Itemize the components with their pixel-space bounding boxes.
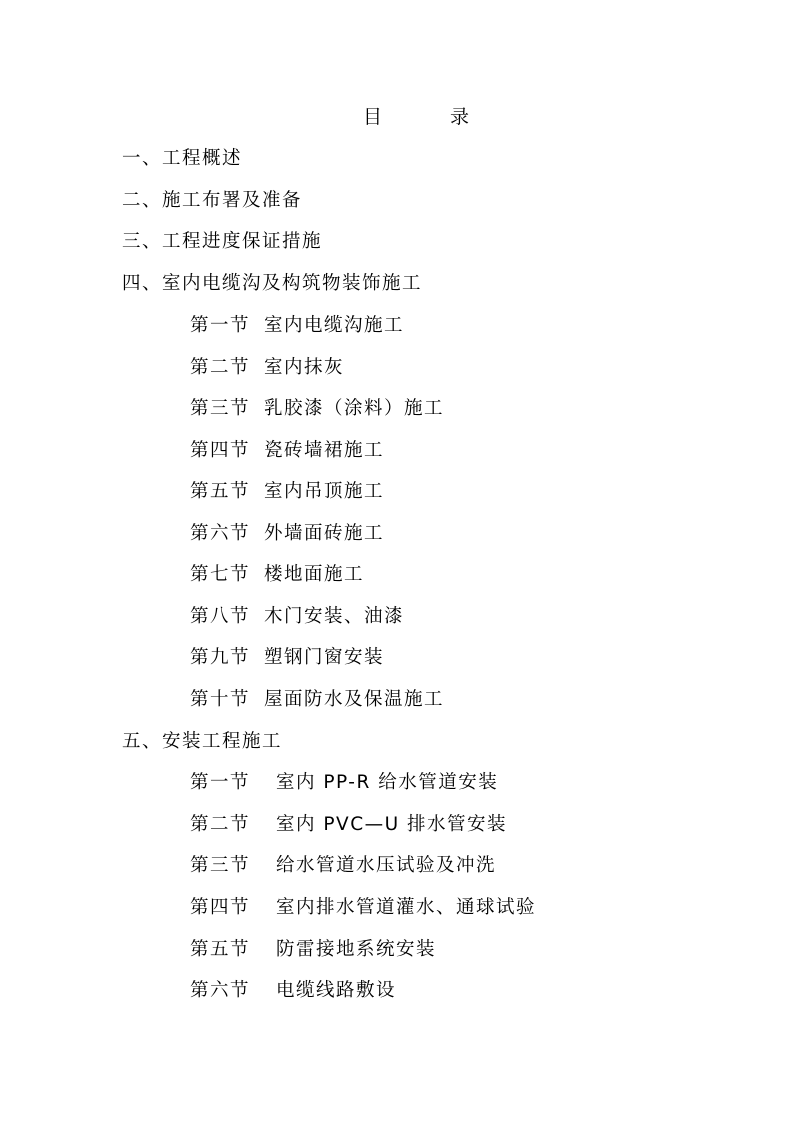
section-number: 第三节 [190, 398, 251, 419]
section-title: 室内电缆沟施工 [264, 315, 405, 336]
toc-chapter-3: 三、工程进度保证措施 [122, 231, 323, 252]
section-title: 瓷砖墙裙施工 [264, 440, 385, 461]
section-number: 第五节 [190, 481, 251, 502]
section-title: 塑钢门窗安装 [264, 647, 385, 668]
section-title: 楼地面施工 [264, 564, 365, 585]
section-title: 乳胶漆（涂料）施工 [264, 398, 445, 419]
section-number: 第二节 [190, 814, 251, 835]
toc-section [190, 813, 507, 837]
section-title: 室内排水管道灌水、通球试验 [276, 897, 537, 918]
section-title: 外墙面砖施工 [264, 523, 385, 544]
section-number: 第四节 [190, 897, 251, 918]
toc-heading-char-2: 录 [450, 106, 470, 128]
toc-section [190, 480, 384, 504]
toc-section [190, 938, 436, 962]
toc-section [190, 854, 496, 878]
toc-section [190, 356, 344, 380]
toc-section [190, 397, 444, 421]
section-title: 防雷接地系统安装 [276, 939, 437, 960]
section-number: 第四节 [190, 440, 251, 461]
toc-chapter-5: 五、安装工程施工 [122, 731, 283, 752]
section-title: 室内吊顶施工 [264, 481, 385, 502]
section-number: 第十节 [190, 689, 251, 710]
toc-chapter-2: 二、施工布署及准备 [122, 190, 303, 211]
toc-section [190, 314, 404, 338]
section-number: 第六节 [190, 523, 251, 544]
toc-section [190, 979, 396, 1003]
toc-heading-char-1: 目 [363, 106, 383, 128]
toc-section [190, 688, 444, 712]
toc-section [190, 605, 404, 629]
section-number: 第七节 [190, 564, 251, 585]
toc-section [190, 646, 384, 670]
toc-section [190, 563, 364, 587]
section-title: 电缆线路敷设 [276, 980, 397, 1001]
toc-section [190, 896, 536, 920]
section-number: 第六节 [190, 980, 251, 1001]
section-number: 第二节 [190, 357, 251, 378]
toc-section [190, 522, 384, 546]
toc-section [190, 771, 498, 795]
section-title: 给水管道水压试验及冲洗 [276, 855, 497, 876]
section-title: 屋面防水及保温施工 [264, 689, 445, 710]
toc-chapter-1: 一、工程概述 [122, 148, 243, 169]
section-title: 室内抹灰 [264, 357, 345, 378]
section-number: 第八节 [190, 606, 251, 627]
section-number: 第一节 [190, 772, 251, 793]
toc-chapter-4: 四、室内电缆沟及构筑物装饰施工 [122, 273, 423, 294]
section-title: 室内 PP-R 给水管道安装 [276, 772, 499, 793]
toc-section [190, 439, 384, 463]
section-number: 第九节 [190, 647, 251, 668]
section-title: 室内 PVC—U 排水管安装 [276, 814, 508, 835]
section-number: 第一节 [190, 315, 251, 336]
section-number: 第三节 [190, 855, 251, 876]
section-number: 第五节 [190, 939, 251, 960]
toc-heading [0, 104, 794, 134]
section-title: 木门安装、油漆 [264, 606, 405, 627]
